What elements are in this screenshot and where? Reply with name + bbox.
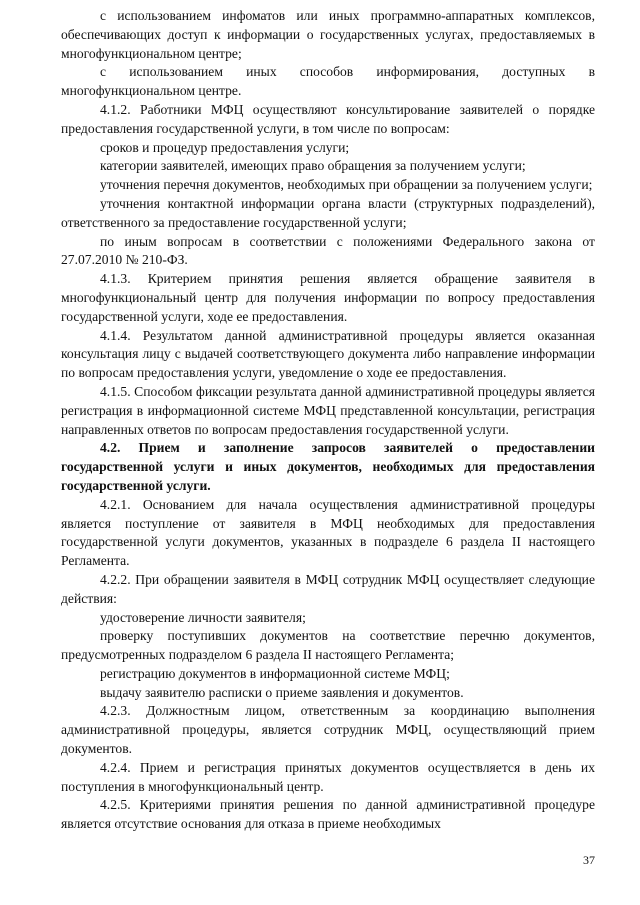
- paragraph: 4.2.2. При обращении заявителя в МФЦ сотрудник МФЦ осуществляет следующие действия:: [61, 571, 595, 606]
- section-heading: 4.2. Прием и заполнение запросов заявителей о предоставлении государственной услуги и иных документов, необходимых для предоставления государственной услуги.: [61, 440, 595, 493]
- paragraph: 4.2.3. Должностным лицом, ответственным за координацию выполнения административной процедуры, является сотрудник МФЦ, осуществляющий прием документов.: [61, 703, 595, 757]
- paragraph: регистрацию документов в информационной системе МФЦ;: [100, 665, 450, 681]
- paragraph: уточнения перечня документов, необходимых при обращении за получением услуги;: [100, 177, 593, 193]
- paragraph: с использованием иных способов информирования, доступных в многофункциональном центре.: [61, 64, 595, 99]
- paragraph: удостоверение личности заявителя;: [100, 609, 306, 625]
- paragraph: проверку поступивших документов на соответствие перечню документов, предусмотренных подразделом 6 раздела II настоящего Регламента;: [61, 628, 595, 663]
- document-body: [61, 7, 595, 834]
- paragraph: сроков и процедур предоставления услуги;: [100, 139, 350, 155]
- paragraph: 4.1.2. Работники МФЦ осуществляют консультирование заявителей о порядке предоставления государственной услуги, в том числе по вопросам:: [61, 101, 595, 136]
- paragraph: 4.2.1. Основанием для начала осуществления административной процедуры является поступление от заявителя в МФЦ необходимых для предоставления государственной услуги документов, указанных в подразделе 6 раздела II настоящего Регламента.: [61, 496, 595, 569]
- paragraph: 4.1.4. Результатом данной административной процедуры является оказанная консультация лицу с выдачей соответствующего документа либо направление информации по вопросам предоставления услуги, уведомление о ходе ее предоставления.: [61, 327, 595, 381]
- paragraph: 4.1.5. Способом фиксации результата данной административной процедуры является регистрация в информационной системе МФЦ представленной консультации, регистрация направленных ответов по вопросам предоставления государственной услуги.: [61, 383, 595, 437]
- paragraph: с использованием инфоматов или иных программно-аппаратных комплексов, обеспечивающих доступ к информации о государственных услугах, предоставляемых в многофункциональном центре;: [61, 8, 595, 61]
- paragraph: 4.1.3. Критерием принятия решения является обращение заявителя в многофункциональный центр для получения информации по вопросу предоставления государственной услуги, ходе ее предоставления.: [61, 271, 595, 324]
- paragraph: 4.2.5. Критериями принятия решения по данной административной процедуре является отсутствие основания для отказа в приеме необходимых: [61, 797, 595, 832]
- paragraph: 4.2.4. Прием и регистрация принятых документов осуществляется в день их поступления в многофункциональный центр.: [61, 759, 595, 794]
- page-number: 37: [583, 853, 595, 867]
- paragraph: категории заявителей, имеющих право обращения за получением услуги;: [100, 158, 526, 174]
- paragraph: по иным вопросам в соответствии с положениями Федерального закона от 27.07.2010 № 210-ФЗ.: [61, 233, 595, 268]
- paragraph: выдачу заявителю расписки о приеме заявления и документов.: [100, 684, 464, 700]
- paragraph: уточнения контактной информации органа власти (структурных подразделений), ответственного за предоставление государственной услуги;: [61, 195, 595, 230]
